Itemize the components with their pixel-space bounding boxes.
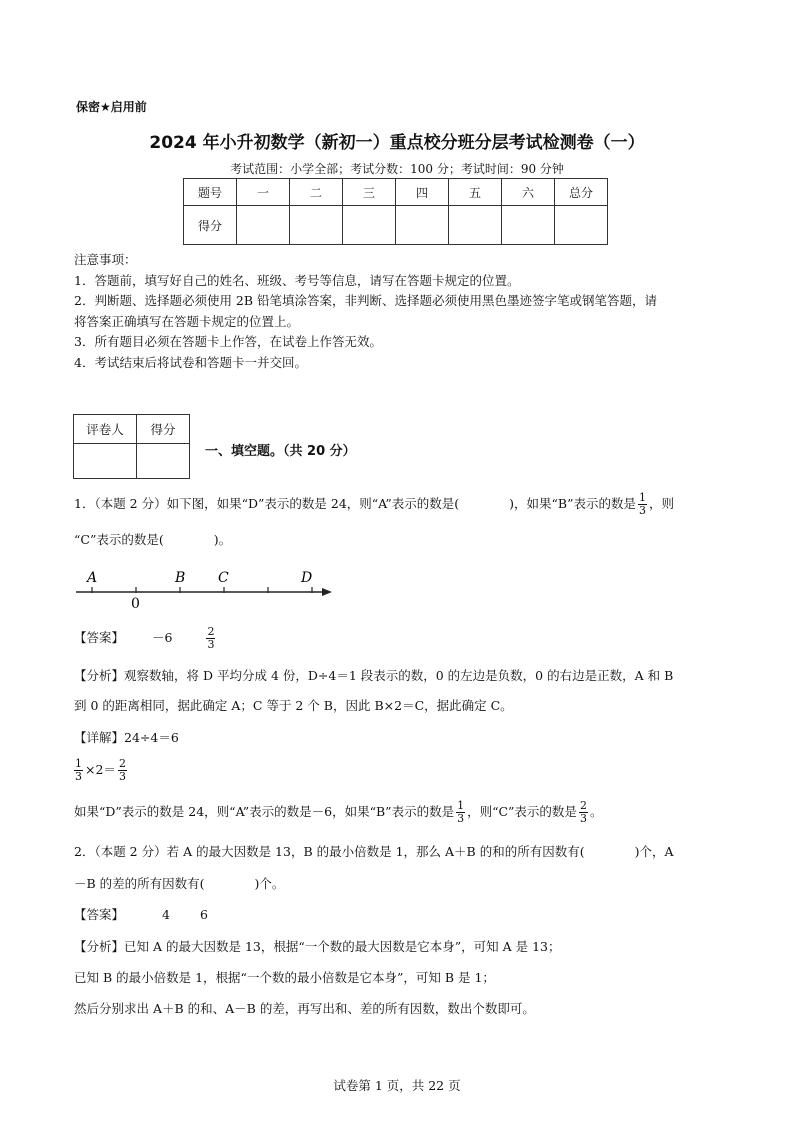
q2-analysis-line-1	[74, 937, 561, 955]
q2-text: )个，A	[634, 844, 674, 859]
page-footer: 试卷第 1 页，共 22 页	[333, 1078, 461, 1093]
answer-value: －6	[152, 630, 173, 645]
fraction-denominator: 3	[638, 504, 646, 517]
fraction-denominator: 3	[579, 812, 587, 825]
score-cell[interactable]	[290, 206, 343, 245]
answer-label: 【答案】	[74, 630, 125, 645]
notes-section	[74, 250, 724, 373]
score-header-cell: 六	[502, 179, 555, 206]
answer-value: 4	[162, 907, 170, 922]
confidential-label: 保密★启用前	[76, 100, 147, 114]
fraction-numerator: 2	[118, 757, 126, 770]
fraction	[118, 758, 127, 783]
note-item: 1．答题前，填写好自己的姓名、班级、考号等信息，请写在答题卡规定的位置。	[74, 272, 520, 288]
label-b: B	[175, 570, 186, 586]
fraction-numerator: 1	[638, 491, 646, 504]
analysis-label: 【分析】	[74, 668, 125, 683]
score-cell[interactable]	[502, 206, 555, 245]
score-header-cell: 一	[237, 179, 290, 206]
section-title: 一、填空题。（共 20 分）	[205, 444, 356, 459]
question-2-line-1	[74, 842, 674, 860]
score-cell[interactable]	[237, 206, 290, 245]
score-header-cell: 题号	[184, 179, 237, 206]
question-1-line-2	[74, 530, 231, 548]
q1-text: )。	[213, 532, 232, 547]
score-row-label: 得分	[184, 206, 237, 245]
q1-text: 1．（本题 2 分）如下图，如果“D”表示的数是 24，则“A”表示的数是(	[74, 496, 460, 511]
analysis-label: 【分析】	[74, 939, 125, 954]
q2-analysis-line-2	[74, 968, 495, 986]
grader-table	[73, 414, 190, 479]
q1-analysis-line-2	[74, 696, 513, 714]
question-1-line-1	[74, 492, 674, 517]
score-cell[interactable]	[343, 206, 396, 245]
grader-header: 评卷人	[74, 415, 137, 444]
label-c: C	[218, 570, 229, 586]
grader-cell[interactable]	[74, 444, 137, 479]
score-header-cell: 二	[290, 179, 343, 206]
q2-text: )个。	[254, 876, 285, 891]
notes-heading: 注意事项：	[74, 252, 137, 267]
q2-analysis-line-3	[74, 999, 535, 1017]
fraction	[638, 492, 647, 517]
score-header-cell: 三	[343, 179, 396, 206]
conclusion-text: 。	[589, 804, 603, 819]
number-line-figure	[74, 562, 344, 610]
fraction-numerator: 1	[457, 799, 465, 812]
fraction-numerator: 2	[207, 625, 215, 638]
number-line-arrow	[322, 588, 332, 596]
q1-detail-line-2	[74, 758, 129, 783]
q1-conclusion	[74, 800, 602, 825]
fraction-denominator: 3	[118, 770, 126, 783]
conclusion-text: 如果“D”表示的数是 24，则“A”表示的数是－6，如果“B”表示的数是	[74, 804, 455, 819]
fraction	[579, 800, 588, 825]
detail-label: 【详解】	[74, 730, 125, 745]
score-table	[183, 178, 608, 245]
label-zero: 0	[131, 596, 140, 610]
note-item: 2．判断题、选择题必须使用 2B 铅笔填涂答案，非判断、选择题必须使用黑色墨迹签字笔或钢笔答题，请	[74, 293, 658, 308]
q1-text: ，则	[648, 496, 674, 511]
exam-info: 考试范围：小学全部；考试分数：100 分；考试时间：90 分钟	[230, 162, 564, 176]
analysis-text: 观察数轴，将 D 平均分成 4 份，D÷4＝1 段表示的数，0 的左边是负数，0 的右边是正数，A 和 B	[124, 668, 674, 683]
note-item: 3．所有题目必须在答题卡上作答，在试卷上作答无效。	[74, 334, 382, 349]
score-header-cell: 四	[396, 179, 449, 206]
q1-text: “C”表示的数是(	[74, 532, 164, 547]
detail-text: ×2＝	[85, 762, 116, 777]
analysis-text: 然后分别求出 A＋B 的和、A－B 的差，再写出和、差的所有因数，数出个数即可。	[74, 1001, 535, 1016]
q1-detail-line-1	[74, 728, 179, 746]
fraction	[74, 758, 83, 783]
q2-answer	[74, 905, 208, 923]
fraction-denominator: 3	[457, 812, 465, 825]
score-cell[interactable]	[396, 206, 449, 245]
fraction-numerator: 2	[579, 799, 587, 812]
conclusion-text: ，则“C”表示的数是	[467, 804, 577, 819]
q1-analysis-line-1	[74, 666, 673, 684]
analysis-text: 到 0 的距离相同，据此确定 A；C 等于 2 个 B，因此 B×2＝C，据此确定 C。	[74, 698, 513, 713]
question-2-line-2	[74, 874, 284, 892]
score-header-cell: 总分	[555, 179, 608, 206]
q2-text: 2．（本题 2 分）若 A 的最大因数是 13，B 的最小倍数是 1，那么 A＋B 的和的所有因数有(	[74, 844, 585, 859]
detail-text: 24÷4＝6	[124, 730, 179, 745]
fraction-denominator: 3	[207, 638, 215, 651]
note-item: 4．考试结束后将试卷和答题卡一并交回。	[74, 354, 307, 370]
fraction-denominator: 3	[75, 770, 82, 783]
answer-value: 6	[199, 907, 208, 922]
q1-text: )，如果“B”表示的数是	[509, 496, 636, 511]
analysis-text: 已知 A 的最大因数是 13，根据“一个数的最大因数是它本身”，可知 A 是 13；	[124, 939, 561, 954]
fraction-numerator: 1	[75, 757, 82, 770]
grader-header: 得分	[137, 415, 190, 444]
grader-cell[interactable]	[137, 444, 190, 479]
fraction	[456, 800, 465, 825]
label-d: D	[301, 570, 313, 586]
score-header-cell: 五	[449, 179, 502, 206]
note-item: 将答案正确填写在答题卡规定的位置上。	[74, 313, 300, 329]
score-cell[interactable]	[555, 206, 608, 245]
answer-label: 【答案】	[74, 907, 125, 922]
page-title: 2024 年小升初数学（新初一）重点校分班分层考试检测卷（一）	[149, 133, 645, 153]
answer-fraction	[206, 626, 215, 651]
q2-text: －B 的差的所有因数有(	[74, 876, 205, 891]
analysis-text: 已知 B 的最小倍数是 1，根据“一个数的最小倍数是它本身”，可知 B 是 1；	[74, 970, 495, 985]
score-cell[interactable]	[449, 206, 502, 245]
label-a: A	[87, 570, 98, 586]
q1-answer	[74, 626, 217, 651]
